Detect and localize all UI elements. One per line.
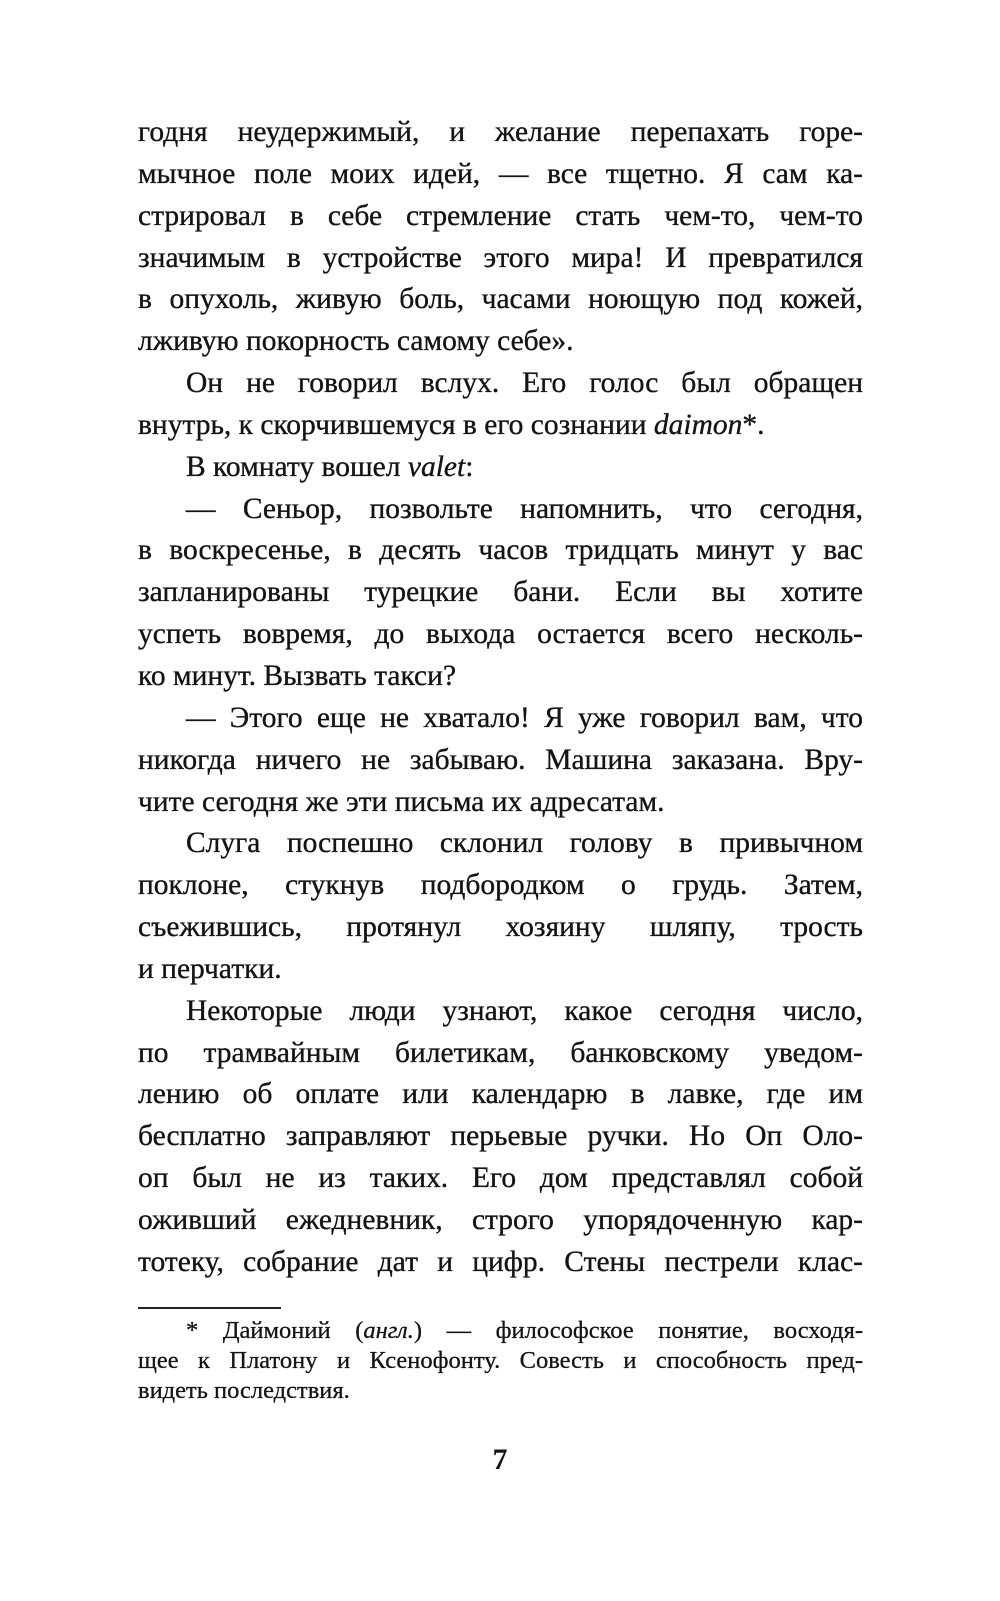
text-line	[138, 112, 863, 154]
text-segment: лению об оплате или календарю в лавке, где им	[138, 1078, 863, 1111]
text-line	[138, 698, 863, 740]
text-segment: Некоторые люди узнают, какое сегодня число,	[186, 994, 863, 1027]
text-segment: видеть последствия.	[138, 1377, 350, 1404]
text-line	[138, 865, 863, 907]
text-line	[138, 782, 863, 824]
text-line	[138, 154, 863, 196]
text-segment: в опухоль, живую боль, часами ноющую под кожей,	[138, 283, 863, 316]
text-line	[138, 1033, 863, 1075]
text-segment: тотеку, собрание дат и цифр. Стены пестрели клас-	[138, 1245, 863, 1278]
text-line	[138, 321, 863, 363]
text-segment: успеть вовремя, до выхода остается всего несколь-	[138, 618, 863, 651]
text-line	[138, 1074, 863, 1116]
text-segment: годня неудержимый, и желание перепахать горе-	[138, 116, 863, 148]
text-segment: — Этого еще не хватало! Я уже говорил вам, что	[186, 701, 863, 734]
text-segment: Он не говорил вслух. Его голос был обращен	[186, 367, 863, 400]
text-segment: поклоне, стукнув подбородком о грудь. Затем,	[138, 869, 863, 902]
text-line	[138, 572, 863, 614]
italic-text: valet	[407, 450, 466, 483]
text-segment: ко минут. Вызвать такси?	[138, 659, 457, 692]
text-line	[138, 238, 863, 280]
text-line	[138, 196, 863, 238]
text-line	[138, 949, 863, 991]
footnote-line	[138, 1316, 863, 1346]
page-number: 7	[492, 1443, 508, 1476]
text-segment: оп был не из таких. Его дом представлял собой	[138, 1162, 863, 1195]
text-segment: по трамвайным билетикам, банковскому уведом-	[138, 1036, 863, 1069]
footnote-divider	[138, 1307, 281, 1309]
text-line	[138, 1158, 863, 1200]
text-line	[138, 740, 863, 782]
italic-text: англ.	[363, 1317, 414, 1344]
text-line	[138, 363, 863, 405]
text-line	[138, 1200, 863, 1242]
text-line	[138, 279, 863, 321]
text-segment: щее к Платону и Ксенофонту. Совесть и способность пред-	[138, 1347, 863, 1374]
text-segment: Слуга поспешно склонил голову в привычном	[186, 827, 863, 860]
text-segment: :	[465, 450, 474, 483]
text-segment: запланированы турецкие бани. Если вы хотите	[138, 576, 863, 609]
footnote-line	[138, 1346, 863, 1376]
text-segment: мычное поле моих идей, — все тщетно. Я сам ка-	[138, 157, 863, 190]
text-line	[138, 530, 863, 572]
text-segment: никогда ничего не забываю. Машина заказана. Вру-	[138, 743, 863, 776]
text-segment: оживший ежедневник, строго упорядоченную кар-	[138, 1203, 863, 1236]
text-segment: — Сеньор, позвольте напомнить, что сегодня,	[186, 492, 863, 525]
italic-text: daimon	[653, 408, 743, 441]
text-line	[138, 1242, 863, 1284]
footnote-line	[138, 1376, 863, 1406]
text-line	[138, 1116, 863, 1158]
text-line	[138, 823, 863, 865]
text-line	[138, 907, 863, 949]
text-segment: значимым в устройстве этого мира! И превратился	[138, 241, 863, 274]
text-segment: * Даймоний (	[186, 1317, 364, 1344]
text-segment: стрировал в себе стремление стать чем-то, чем-то	[138, 199, 863, 232]
text-segment: В комнату вошел	[186, 450, 408, 483]
text-line	[138, 489, 863, 531]
text-segment: бесплатно заправляют перьевые ручки. Но Оп Оло-	[138, 1120, 863, 1153]
text-segment: внутрь, к скорчившемуся в его сознании	[138, 408, 654, 441]
text-segment: лживую покорность самому себе».	[138, 325, 574, 358]
text-line	[138, 991, 863, 1033]
text-segment: чите сегодня же эти письма их адресатам.	[138, 785, 665, 818]
footnote	[138, 1316, 863, 1406]
text-line	[138, 447, 863, 489]
text-line	[138, 656, 863, 698]
text-line	[138, 614, 863, 656]
text-segment: съежившись, протянул хозяину шляпу, трость	[138, 911, 863, 944]
body-text	[138, 112, 863, 1284]
text-segment: ) — философское понятие, восходя-	[413, 1317, 863, 1344]
text-line	[138, 405, 863, 447]
text-segment: *.	[742, 408, 765, 441]
text-segment: в воскресенье, в десять часов тридцать минут у вас	[138, 534, 863, 567]
text-segment: и перчатки.	[138, 952, 282, 985]
